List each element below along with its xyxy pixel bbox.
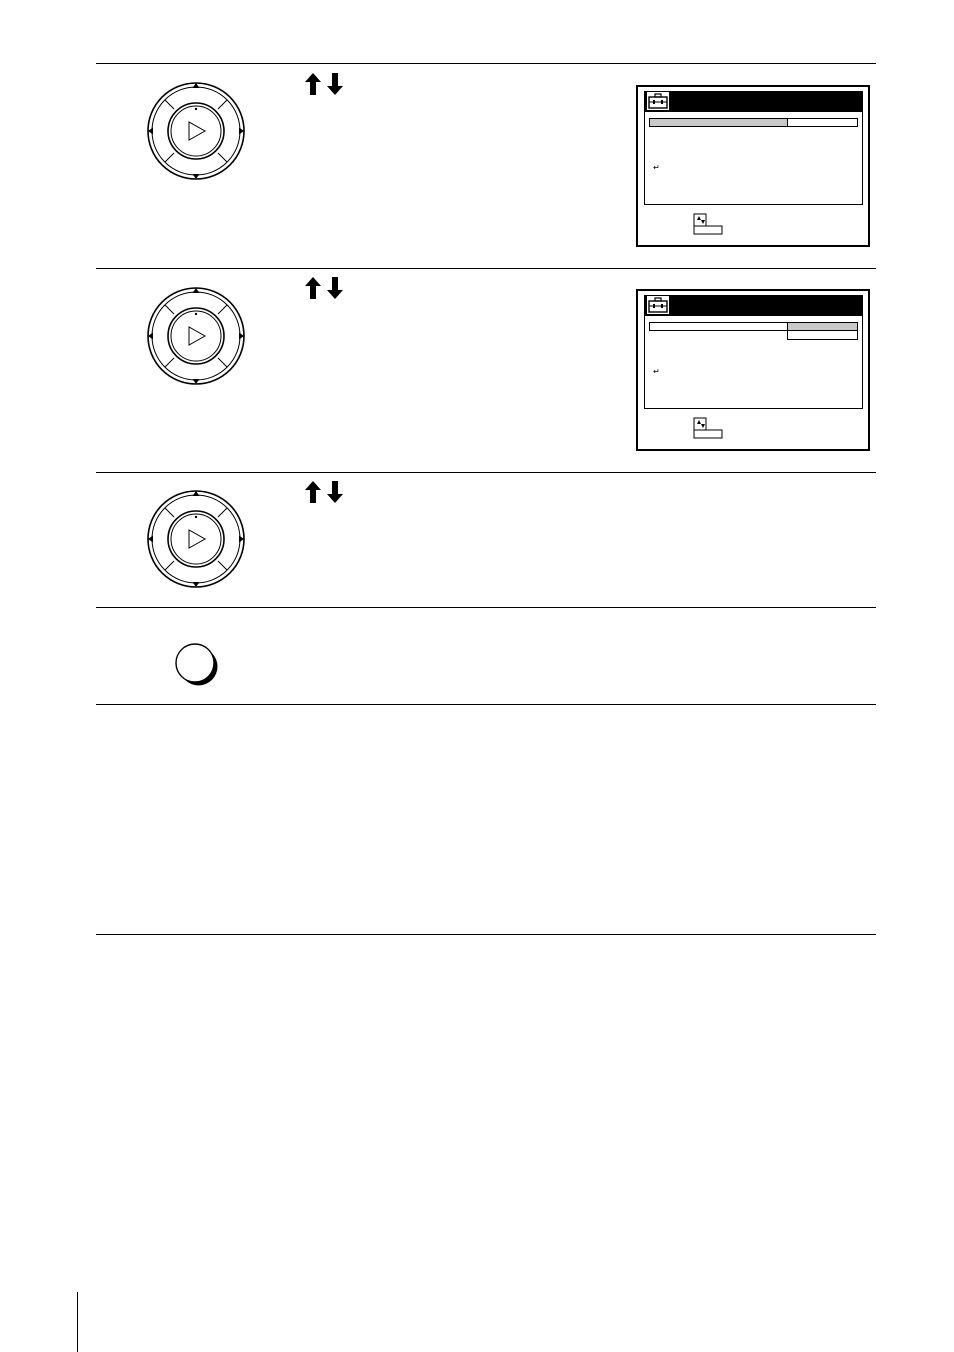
return-icon: ↵ (653, 367, 660, 376)
menu-screen-1 (636, 85, 870, 247)
up-down-arrows-icon (304, 73, 344, 95)
submenu-option-selected (787, 322, 858, 331)
return-icon: ↵ (653, 163, 660, 172)
menu-item-row (649, 118, 858, 127)
rule-section-bottom (96, 934, 876, 935)
rule-step3-bottom (96, 607, 876, 608)
menu-item-highlight (650, 119, 788, 126)
rule-step4-bottom (96, 704, 876, 705)
toolbox-icon (647, 92, 669, 110)
rule-step1-bottom (96, 268, 876, 269)
round-button-icon (175, 643, 219, 687)
jog-dial-icon (146, 286, 246, 386)
jog-dial-icon (146, 81, 246, 181)
up-down-arrows-icon (304, 481, 344, 503)
rule-top (96, 63, 876, 64)
jog-dial-icon (146, 489, 246, 589)
rule-step2-bottom (96, 472, 876, 473)
submenu-option (787, 331, 858, 340)
up-down-arrows-icon (304, 277, 344, 299)
page-margin-rule (77, 1292, 78, 1352)
nav-hint-icon (693, 213, 723, 241)
menu-screen-2 (636, 289, 870, 451)
nav-hint-icon (693, 417, 723, 445)
menu-panel (644, 111, 863, 205)
menu-title-bar (644, 295, 863, 315)
menu-panel (644, 315, 863, 409)
submenu-options (787, 322, 858, 341)
toolbox-icon (647, 296, 669, 314)
menu-title-bar (644, 91, 863, 111)
